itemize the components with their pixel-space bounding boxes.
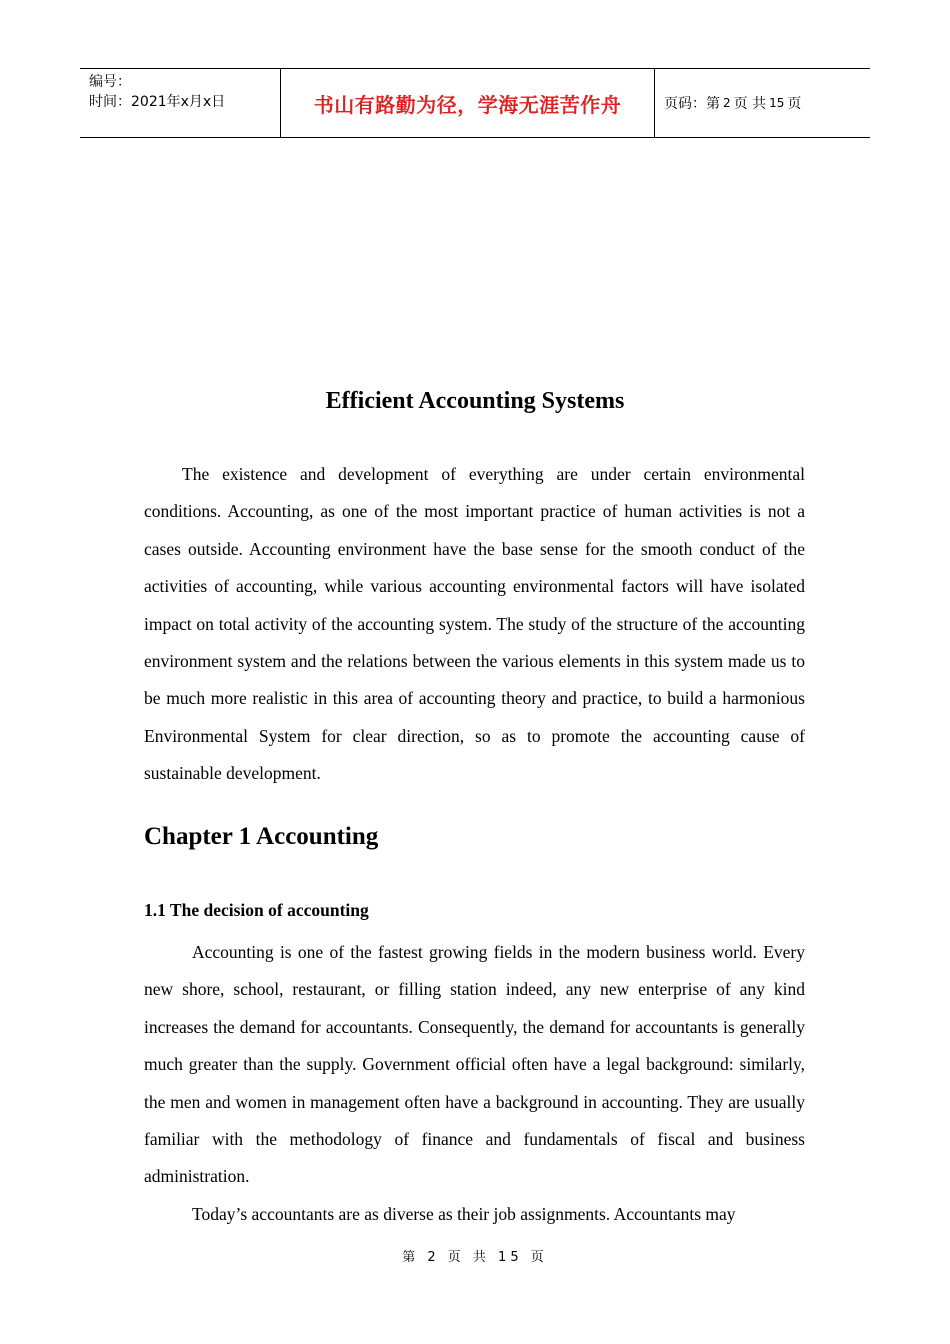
header-page-current: 2 [723,96,731,110]
header-meta [80,69,281,137]
header-page-total: 15 [769,96,785,110]
section-heading: 1.1 The decision of accounting [144,900,369,920]
header-motto: 书山有路勤为径，学海无涯苦作舟 [281,69,655,137]
header-page-info [655,69,870,137]
page-footer: 第 2 页 共 15 页 [402,1250,548,1265]
header-time-label: 时间：2021年x月x日 [89,94,226,110]
abstract-paragraph: The existence and development of everything are under certain environmental conditions. Accounting, as one of the most important practice of human activities is not a cases outside. Accounting environment have the base sense for the smooth conduct of the activities of accounting, while various accounting environmental factors will have isolated impact on total activity of the accounting system. The study of the structure of the accounting environment system and the relations between the various elements in this system made us to be much more realistic in this area of accounting theory and practice, to build a harmonious Environmental System for clear direction, so as to promote the accounting cause of sustainable development. [144,464,805,784]
page-header [80,68,870,138]
header-page-prefix: 页码：第 [664,96,720,112]
header-page-suffix: 页 [787,96,802,112]
header-number-label: 编号： [89,74,131,90]
body-paragraph-1: Accounting is one of the fastest growing fields in the modern business world. Every new shore, school, restaurant, or filling station indeed, any new enterprise of any kind increases the demand for accountants. Consequently, the demand for accountants is generally much greater than the supply. Government official often have a legal background: similarly, the men and women in management often have a background in accounting. They are usually familiar with the methodology of finance and fundamentals of fiscal and business administration. [144,942,805,1187]
section-body [144,934,805,1233]
chapter-heading: Chapter 1 Accounting [144,823,379,850]
header-page-mid: 页 共 [733,96,767,112]
document-title: Efficient Accounting Systems [325,388,625,414]
abstract-block [144,456,805,793]
body-paragraph-2: Today’s accountants are as diverse as their job assignments. Accountants may [192,1203,736,1224]
